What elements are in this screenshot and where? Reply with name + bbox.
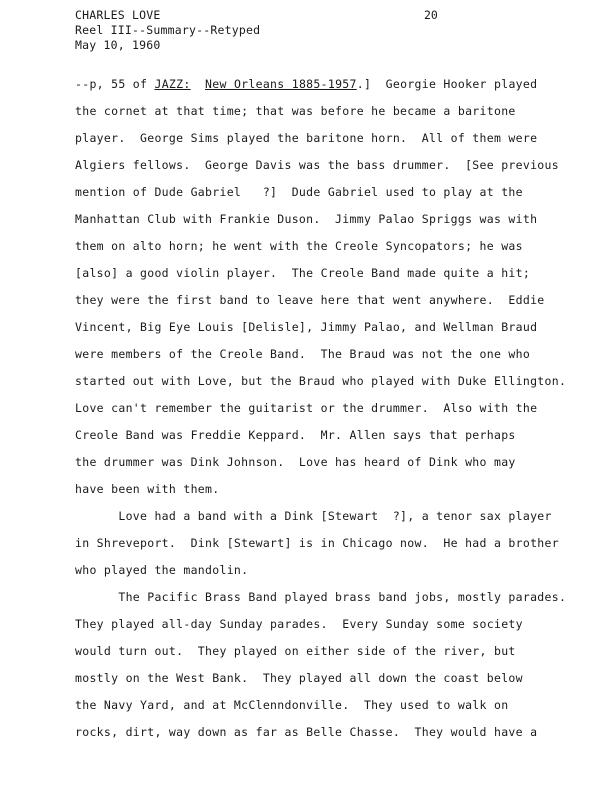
- text-line: have been with them.: [75, 482, 220, 496]
- text-line: started out with Love, but the Braud who played with Duke Ellington.: [75, 374, 567, 388]
- text-line: [also] a good violin player. The Creole Band made quite a hit;: [75, 266, 531, 280]
- text-line: would turn out. They played on either side of the river, but: [75, 644, 516, 658]
- text-line: were members of the Creole Band. The Braud was not the one who: [75, 347, 531, 361]
- text-line: Vincent, Big Eye Louis [Delisle], Jimmy Palao, and Wellman Braud: [75, 320, 538, 334]
- text-line: rocks, dirt, way down as far as Belle Chasse. They would have a: [75, 725, 538, 739]
- text-line: [75, 71, 575, 98]
- transcript-body: [75, 71, 575, 746]
- text-line: They played all-day Sunday parades. Every Sunday some society: [75, 617, 523, 631]
- book-subtitle: New Orleans 1885-1957: [205, 77, 357, 91]
- line-remainder: .] Georgie Hooker played: [356, 77, 538, 91]
- header-reel: Reel III--Summary--Retyped: [75, 23, 261, 37]
- text-line: Algiers fellows. George Davis was the bass drummer. [See previous: [75, 158, 559, 172]
- text-line: Creole Band was Freddie Keppard. Mr. Allen says that perhaps: [75, 428, 516, 442]
- page-header: [75, 8, 260, 53]
- text-line: The Pacific Brass Band played brass band jobs, mostly parades.: [75, 590, 567, 604]
- text-line: Love had a band with a Dink [Stewart ?], a tenor sax player: [75, 509, 552, 523]
- text-line: them on alto horn; he went with the Creole Syncopators; he was: [75, 239, 523, 253]
- text-line: in Shreveport. Dink [Stewart] is in Chicago now. He had a brother: [75, 536, 559, 550]
- text-line: they were the first band to leave here that went anywhere. Eddie: [75, 293, 545, 307]
- text-line: player. George Sims played the baritone horn. All of them were: [75, 131, 538, 145]
- header-date: May 10, 1960: [75, 38, 161, 52]
- text-line: the Navy Yard, and at McClenndonville. They used to walk on: [75, 698, 509, 712]
- text-line: mention of Dude Gabriel ?] Dude Gabriel used to play at the: [75, 185, 523, 199]
- header-name: CHARLES LOVE: [75, 8, 161, 22]
- text-line: who played the mandolin.: [75, 563, 249, 577]
- text-line: Love can't remember the guitarist or the drummer. Also with the: [75, 401, 538, 415]
- page-number: 20: [424, 8, 438, 22]
- text-line: Manhattan Club with Frankie Duson. Jimmy Palao Spriggs was with: [75, 212, 538, 226]
- text-line: the drummer was Dink Johnson. Love has heard of Dink who may: [75, 455, 516, 469]
- text-line: the cornet at that time; that was before he became a baritone: [75, 104, 516, 118]
- citation-prefix: --p, 55 of: [75, 77, 155, 91]
- text-line: mostly on the West Bank. They played all down the coast below: [75, 671, 523, 685]
- book-title: JAZZ:: [154, 77, 191, 91]
- title-gap: [191, 77, 205, 91]
